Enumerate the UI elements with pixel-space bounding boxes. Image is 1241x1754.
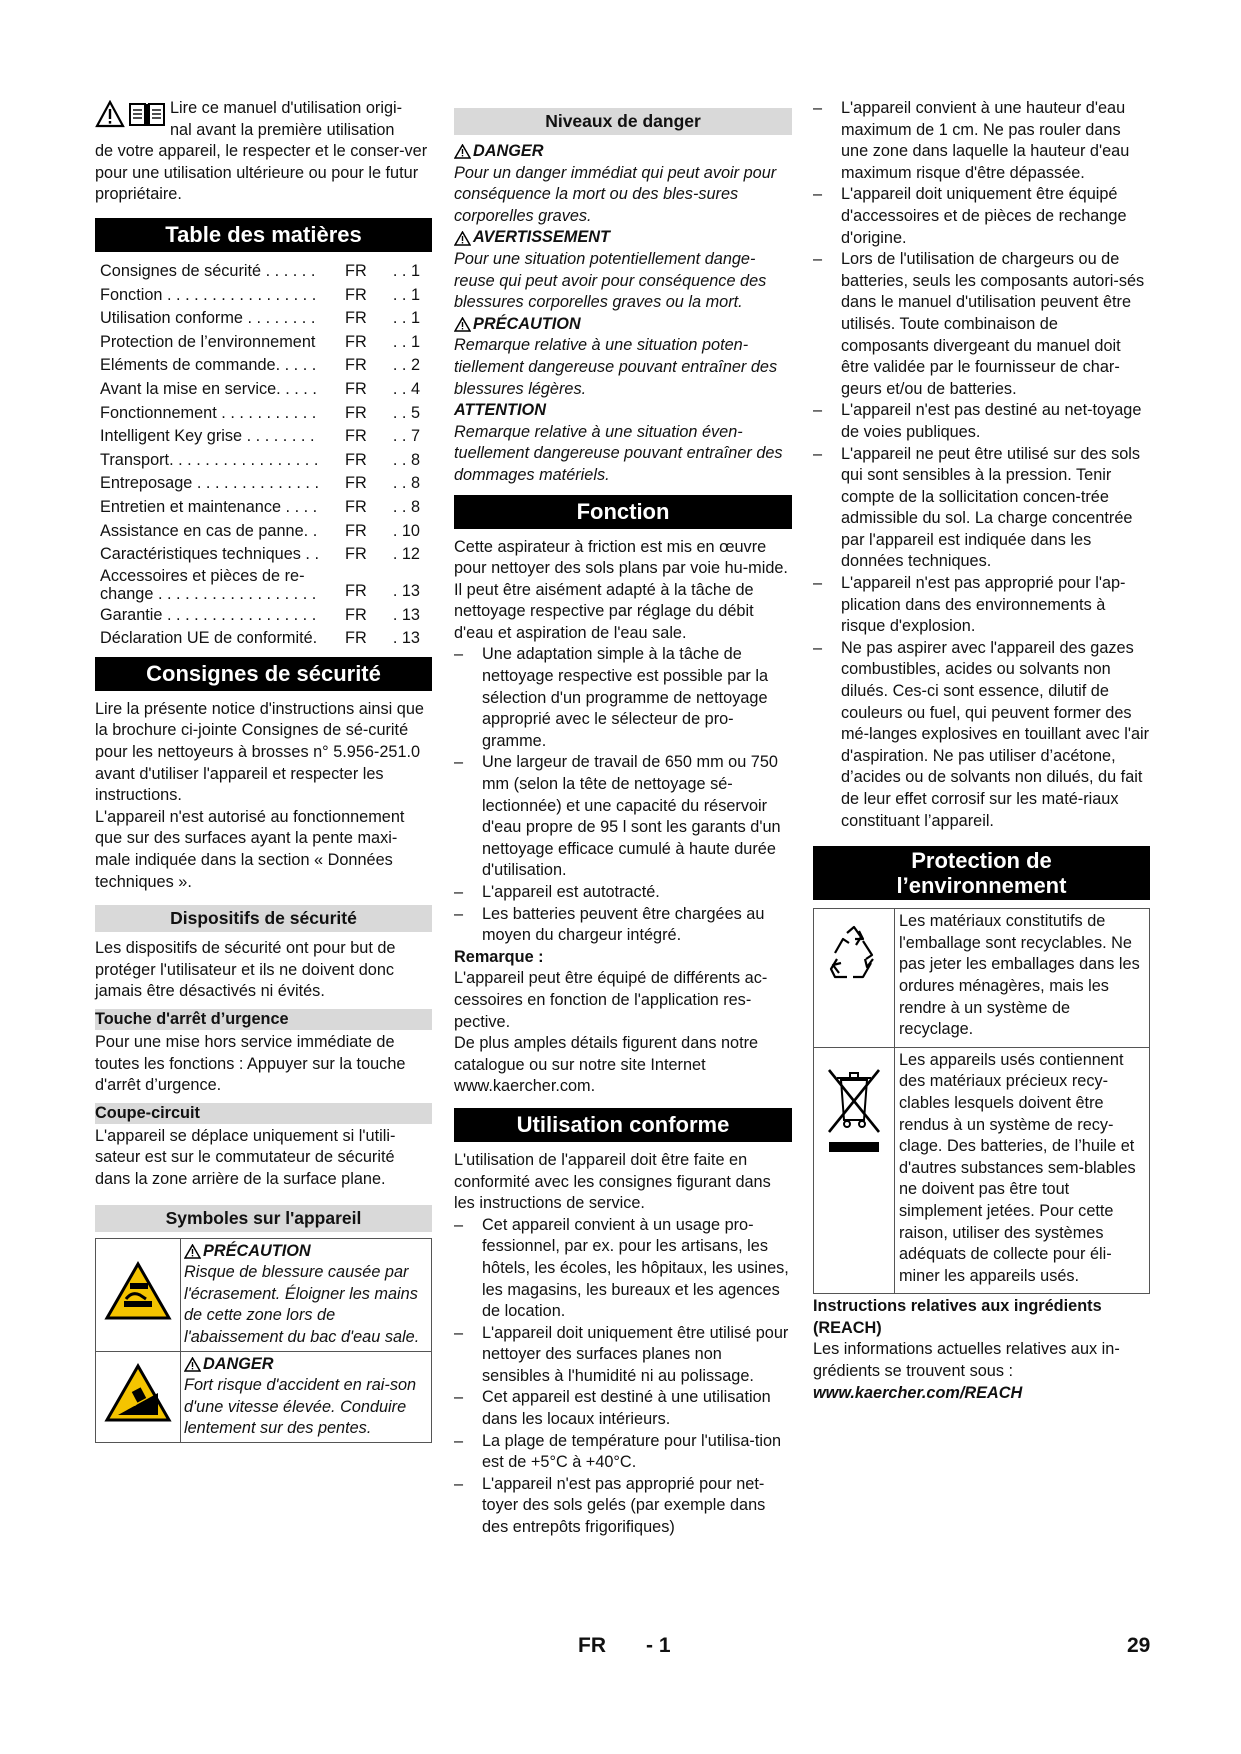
symbol-level-label: PRÉCAUTION: [203, 1241, 311, 1260]
function-paragraph-2: Il peut être aisément adapté à la tâche de nettoyage respective par réglage du débit d'eau et aspiration de l'eau sale.: [454, 580, 754, 642]
toc-entry-title: Fonction . . . . . . . . . . . . . . . . .: [100, 285, 317, 304]
symbol-icon-cell: [96, 1351, 181, 1442]
warning-triangle-icon: [184, 1357, 201, 1372]
environment-row: [814, 1047, 1150, 1294]
intended-use-heading: Utilisation conforme: [454, 1108, 792, 1142]
danger-level-name: DANGER: [473, 142, 544, 160]
toc-entry-page: . . 8: [392, 497, 420, 516]
footer-page-number: 29: [1127, 1634, 1151, 1657]
danger-level-text: Pour une situation potentiellement dange-reuse qui peut avoir pour conséquence des blessures corporelles graves ou la mort.: [454, 249, 767, 312]
danger-level-label: [454, 141, 792, 163]
danger-level: [454, 141, 792, 227]
toc-entry[interactable]: [100, 567, 432, 604]
intro-text: de votre appareil, le respecter et le conser-ver pour une utilisation ultérieure ou pour le futur propriétaire.: [95, 142, 428, 204]
toc-entry-title: Fonctionnement . . . . . . . . . . .: [100, 403, 317, 422]
toc-entry[interactable]: [100, 331, 432, 355]
toc-entry-language: FR: [345, 285, 367, 304]
list-item: – Une largeur de travail de 650 mm ou 750 mm (selon la tête de nettoyage sé-lectionnée) et une capacité du réservoir d'eau propre de 95 l sont les garants d'un nettoyage efficace cumulé à haute durée d'utilisation.: [454, 752, 792, 882]
toc-entry-language: FR: [345, 403, 367, 422]
toc-heading: Table des matières: [95, 218, 432, 252]
toc-entry-language: FR: [345, 474, 367, 493]
list-item: – L'appareil ne peut être utilisé sur des sols qui sont sensibles à la pression. Tenir compte de la sollicitation concen-trée admissible du sol. La charge concentrée par l'appareil est indiquée dans les données techniques.: [813, 444, 1150, 574]
emergency-stop-text: Pour une mise hors service immédiate de toutes les fonctions : Appuyer sur la touche d'arrêt d’urgence.: [95, 1033, 406, 1095]
warning-triangle-icon: [184, 1244, 201, 1259]
function-list: [454, 644, 792, 946]
toc-entry-language: FR: [345, 261, 367, 280]
environment-table: [813, 908, 1150, 1294]
toc-entry-language: FR: [345, 521, 367, 540]
toc-entry-title: Caractéristiques techniques . .: [100, 545, 320, 564]
list-item: – Ne pas aspirer avec l'appareil des gazes combustibles, acides ou solvants non dilués. Ces-ci sont essence, dilutif de couleurs ou fuel, qui peuvent former des mé-langes explosives en touillant avec l'air d'aspiration. Ne pas utiliser d’acétone, d’acides ou de solvants non dilués, du fait de leur effet corrosif sur les maté-riaux constituant l’appareil.: [813, 638, 1150, 832]
list-item: – L'appareil est autotracté.: [454, 882, 792, 904]
danger-level-label: [454, 314, 792, 336]
toc-entry-title: Protection de l’environnement: [100, 332, 316, 351]
environment-heading: [813, 846, 1150, 900]
toc-entry[interactable]: [100, 520, 432, 544]
toc-entry-page: . . 8: [392, 450, 420, 469]
toc-entry[interactable]: [100, 260, 432, 284]
toc-entry-page: . 13: [392, 629, 420, 648]
list-item: – L'appareil n'est pas destiné au net-toyage de voies publiques.: [813, 400, 1150, 443]
toc-entry-page: . . 1: [392, 285, 420, 304]
safety-devices-heading: Dispositifs de sécurité: [95, 905, 432, 932]
symbol-description: Fort risque d'accident en rai-son d'une vitesse élevée. Conduire lentement sur des pentes.: [184, 1376, 417, 1438]
toc-entry-page: . . 8: [392, 474, 420, 493]
toc-entry-title: Garantie . . . . . . . . . . . . . . . . .: [100, 605, 317, 624]
toc-entry-page: . 13: [392, 605, 420, 624]
danger-level-name: PRÉCAUTION: [473, 314, 581, 333]
symbol-icon-cell: [96, 1238, 181, 1351]
toc-entry-title: Intelligent Key grise . . . . . . . .: [100, 427, 315, 446]
device-symbols-heading: Symboles sur l'appareil: [95, 1205, 432, 1232]
danger-level-text: Remarque relative à une situation poten-tiellement dangereuse pouvant entraîner des blessures légères.: [454, 336, 778, 398]
safety-paragraph-1: Lire la présente notice d'instructions ainsi que la brochure ci-jointe Consignes de sé-curité pour les nettoyeurs à brosses n° 5.956-251.0 avant d'utiliser l'appareil et respecter les instructions.: [95, 699, 424, 805]
danger-level: [454, 227, 792, 313]
warning-triangle-icon: [454, 231, 471, 246]
environment-heading-line-1: Protection de: [911, 848, 1052, 874]
function-heading: Fonction: [454, 495, 792, 529]
toc-entry-title: Entretien et maintenance . . . .: [100, 497, 318, 516]
function-paragraph-1: Cette aspirateur à friction est mis en œuvre pour nettoyer des sols plans par voie hu-mide.: [454, 537, 788, 578]
toc-entry-title: Consignes de sécurité . . . . . .: [100, 261, 316, 280]
symbol-row: [96, 1351, 432, 1442]
toc-entry[interactable]: [100, 402, 432, 426]
danger-level-name: AVERTISSEMENT: [473, 228, 610, 247]
symbol-row: [96, 1238, 432, 1351]
toc-entry-language: FR: [345, 427, 367, 446]
emergency-stop-heading: Touche d'arrêt d’urgence: [95, 1009, 432, 1030]
danger-level-label: [454, 400, 792, 422]
toc-entry-page: . 12: [392, 545, 420, 564]
intro-line-1: Lire ce manuel d'utilisation origi-: [170, 99, 403, 117]
crush-hazard-icon: [104, 1261, 172, 1321]
list-item: – L'appareil convient à une hauteur d'eau maximum de 1 cm. Ne pas rouler dans une zone dans laquelle la hauteur d'eau maximum risque d'être dépassée.: [813, 98, 1150, 184]
toc-entry[interactable]: [100, 425, 432, 449]
list-item: – L'appareil n'est pas approprié pour l'ap-plication dans des environnements à risque d'explosion.: [813, 573, 1150, 638]
environment-heading-line-2: l’environnement: [896, 873, 1067, 899]
note-label: Remarque :: [454, 947, 544, 966]
toc-entry[interactable]: [100, 627, 432, 651]
warning-triangle-icon: [454, 144, 471, 159]
list-item: – L'appareil n'est pas approprié pour net-toyer des sols gelés (par exemple dans des entrepôts frigorifiques): [454, 1474, 792, 1539]
list-item: – L'appareil doit uniquement être équipé d'accessoires et de pièces de rechange d'origine.: [813, 184, 1150, 249]
safety-devices-text: Les dispositifs de sécurité ont pour but de protéger l'utilisateur et ils ne doivent donc jamais être désactivés ni évités.: [95, 939, 396, 1001]
footer-language: FR: [578, 1634, 606, 1657]
intro-icons: [95, 100, 166, 141]
circuit-breaker-heading: Coupe-circuit: [95, 1103, 432, 1124]
intended-use-paragraph: L'utilisation de l'appareil doit être faite en conformité avec les consignes figurant dans les instructions de service.: [454, 1150, 771, 1213]
recycling-icon: [823, 923, 885, 985]
danger-level-name: ATTENTION: [454, 401, 546, 420]
toc-entry[interactable]: [100, 449, 432, 473]
environment-text-cell: Les matériaux constitutifs de l'emballage sont recyclables. Ne pas jeter les emballages dans les ordures ménagères, mais les rendre à un système de recyclage.: [895, 909, 1150, 1048]
intro-block: [95, 98, 432, 141]
toc-entry-language: FR: [345, 332, 367, 351]
symbol-description: Risque de blessure causée par l'écrasement. Éloigner les mains de cette zone lors de l'abaissement du bac d'eau sale.: [184, 1263, 420, 1346]
intro-line-2: nal avant la première utilisation: [170, 120, 395, 139]
danger-level-text: Pour un danger immédiat qui peut avoir pour conséquence la mort ou des bles-sures corporelles graves.: [454, 163, 777, 225]
toc-entry[interactable]: [100, 543, 432, 567]
danger-levels-heading: Niveaux de danger: [454, 108, 792, 135]
crossed-bin-icon: [823, 1062, 885, 1162]
reach-heading: Instructions relatives aux ingrédients (REACH): [813, 1297, 1102, 1337]
danger-level-text: Remarque relative à une situation éven-tuellement dangereuse pouvant entraîner des dommages matériels.: [454, 422, 783, 484]
toc-entry-language: FR: [345, 309, 367, 328]
symbol-level: [184, 1354, 428, 1376]
toc-entry-page: . . 1: [392, 332, 420, 351]
toc-entry-language: FR: [345, 582, 367, 601]
toc-entry[interactable]: [100, 604, 432, 628]
toc-entry-title: Eléments de commande. . . . .: [100, 356, 317, 375]
danger-level: [454, 314, 792, 400]
symbol-text-cell: [181, 1238, 432, 1351]
toc-entry-language: FR: [345, 605, 367, 624]
reach-link[interactable]: www.kaercher.com/REACH: [813, 1383, 1023, 1402]
environment-row: [814, 909, 1150, 1048]
column-right: [813, 98, 1150, 1404]
toc-entry-title: Transport. . . . . . . . . . . . . . . . .: [100, 450, 319, 469]
environment-text-cell: Les appareils usés contiennent des matériaux précieux recy-clables lesquels doivent être rendus à un système de recy-clage. Des batteries, de l’huile et d'autres substances sem-blables ne doivent pas être tout simplement jetées. Pour cette raison, utiliser des systèmes adéquats de collecte pour éli-miner les appareils usés.: [895, 1047, 1150, 1294]
toc-entry-page: . . 5: [392, 403, 420, 422]
slope-hazard-icon: [104, 1363, 172, 1423]
circuit-breaker-text: L'appareil se déplace uniquement si l'utili-sateur est sur le commutateur de sécurité dans la zone arrière de la surface plane.: [95, 1126, 396, 1188]
warning-triangle-icon: [454, 317, 471, 332]
toc-entry-language: FR: [345, 379, 367, 398]
toc-entry[interactable]: [100, 354, 432, 378]
toc-entry-page: . . 1: [392, 261, 420, 280]
table-of-contents: [95, 260, 432, 651]
toc-entry-page: . . 4: [392, 379, 420, 398]
toc-entry-page: . . 7: [392, 427, 420, 446]
toc-entry[interactable]: [100, 472, 432, 496]
toc-entry[interactable]: [100, 378, 432, 402]
list-item: – La plage de température pour l'utilisa-tion est de +5°C à +40°C.: [454, 1431, 792, 1474]
symbol-text-cell: [181, 1351, 432, 1442]
danger-level: [454, 400, 792, 486]
toc-entry-language: FR: [345, 497, 367, 516]
warning-triangle-icon: [95, 100, 125, 128]
toc-entry-page: . . 1: [392, 309, 420, 328]
environment-icon-cell: [814, 909, 895, 1048]
manual-book-icon: [128, 100, 166, 128]
safety-heading: Consignes de sécurité: [95, 657, 432, 691]
toc-entry-title: Accessoires et pièces de re-change . . . . . . . . . . . . . . . . . .: [100, 566, 317, 604]
toc-entry[interactable]: [100, 307, 432, 331]
toc-entry-page: . 13: [392, 582, 420, 601]
symbol-level-label: DANGER: [203, 1354, 274, 1373]
environment-icon-cell: [814, 1047, 895, 1294]
toc-entry-page: . 10: [392, 521, 420, 540]
toc-entry-title: Assistance en cas de panne. .: [100, 521, 318, 540]
danger-level-label: [454, 227, 792, 249]
column-middle: [454, 98, 792, 1539]
toc-entry[interactable]: [100, 284, 432, 308]
toc-entry-title: Avant la mise en service. . . . .: [100, 379, 317, 398]
device-symbols-table: [95, 1238, 432, 1443]
intended-use-list-continued: [813, 98, 1150, 832]
list-item: – Les batteries peuvent être chargées au moyen du chargeur intégré.: [454, 904, 792, 947]
toc-entry-title: Utilisation conforme . . . . . . . .: [100, 309, 316, 328]
column-left: [95, 98, 432, 1443]
toc-entry-title: Entreposage . . . . . . . . . . . . . .: [100, 474, 319, 493]
reach-text: Les informations actuelles relatives aux in-grédients se trouvent sous :: [813, 1340, 1120, 1381]
note-paragraph-2: De plus amples détails figurent dans notre catalogue ou sur notre site Internet www.kaercher.com.: [454, 1034, 759, 1096]
toc-entry-language: FR: [345, 450, 367, 469]
list-item: – Une adaptation simple à la tâche de nettoyage respective est possible par la sélection d'un programme de nettoyage approprié avec le sélecteur de pro-gramme.: [454, 644, 792, 752]
toc-entry-title: Déclaration UE de conformité.: [100, 629, 318, 648]
toc-entry-language: FR: [345, 545, 367, 564]
toc-entry-page: . . 2: [392, 356, 420, 375]
toc-entry-language: FR: [345, 629, 367, 648]
toc-entry[interactable]: [100, 496, 432, 520]
note-paragraph-1: L'appareil peut être équipé de différents ac-cessoires en fonction de l'application res-pective.: [454, 969, 768, 1031]
intended-use-list: [454, 1215, 792, 1539]
list-item: – Lors de l'utilisation de chargeurs ou de batteries, seuls les composants autori-sés dans le manuel d'utilisation peuvent être utilisés. Toute combinaison de composants divergeant du manuel doit être validée par le fournisseur de char-geurs et/ou de batteries.: [813, 249, 1150, 400]
symbol-level: [184, 1241, 428, 1263]
list-item: – Cet appareil convient à un usage pro-fessionnel, par ex. pour les artisans, les hôtels, les écoles, les hôpitaux, les usines, les magasins, les bureaux et les agences de location.: [454, 1215, 792, 1323]
safety-paragraph-2: L'appareil n'est autorisé au fonctionnement que sur des surfaces ayant la pente maxi-male indiquée dans la section « Données techniques ».: [95, 807, 405, 891]
footer-section-page: - 1: [646, 1634, 671, 1657]
list-item: – Cet appareil est destiné à une utilisation dans les locaux intérieurs.: [454, 1387, 792, 1430]
list-item: – L'appareil doit uniquement être utilisé pour nettoyer des surfaces planes non sensibles à l'humidité ni au polissage.: [454, 1323, 792, 1388]
toc-entry-language: FR: [345, 356, 367, 375]
